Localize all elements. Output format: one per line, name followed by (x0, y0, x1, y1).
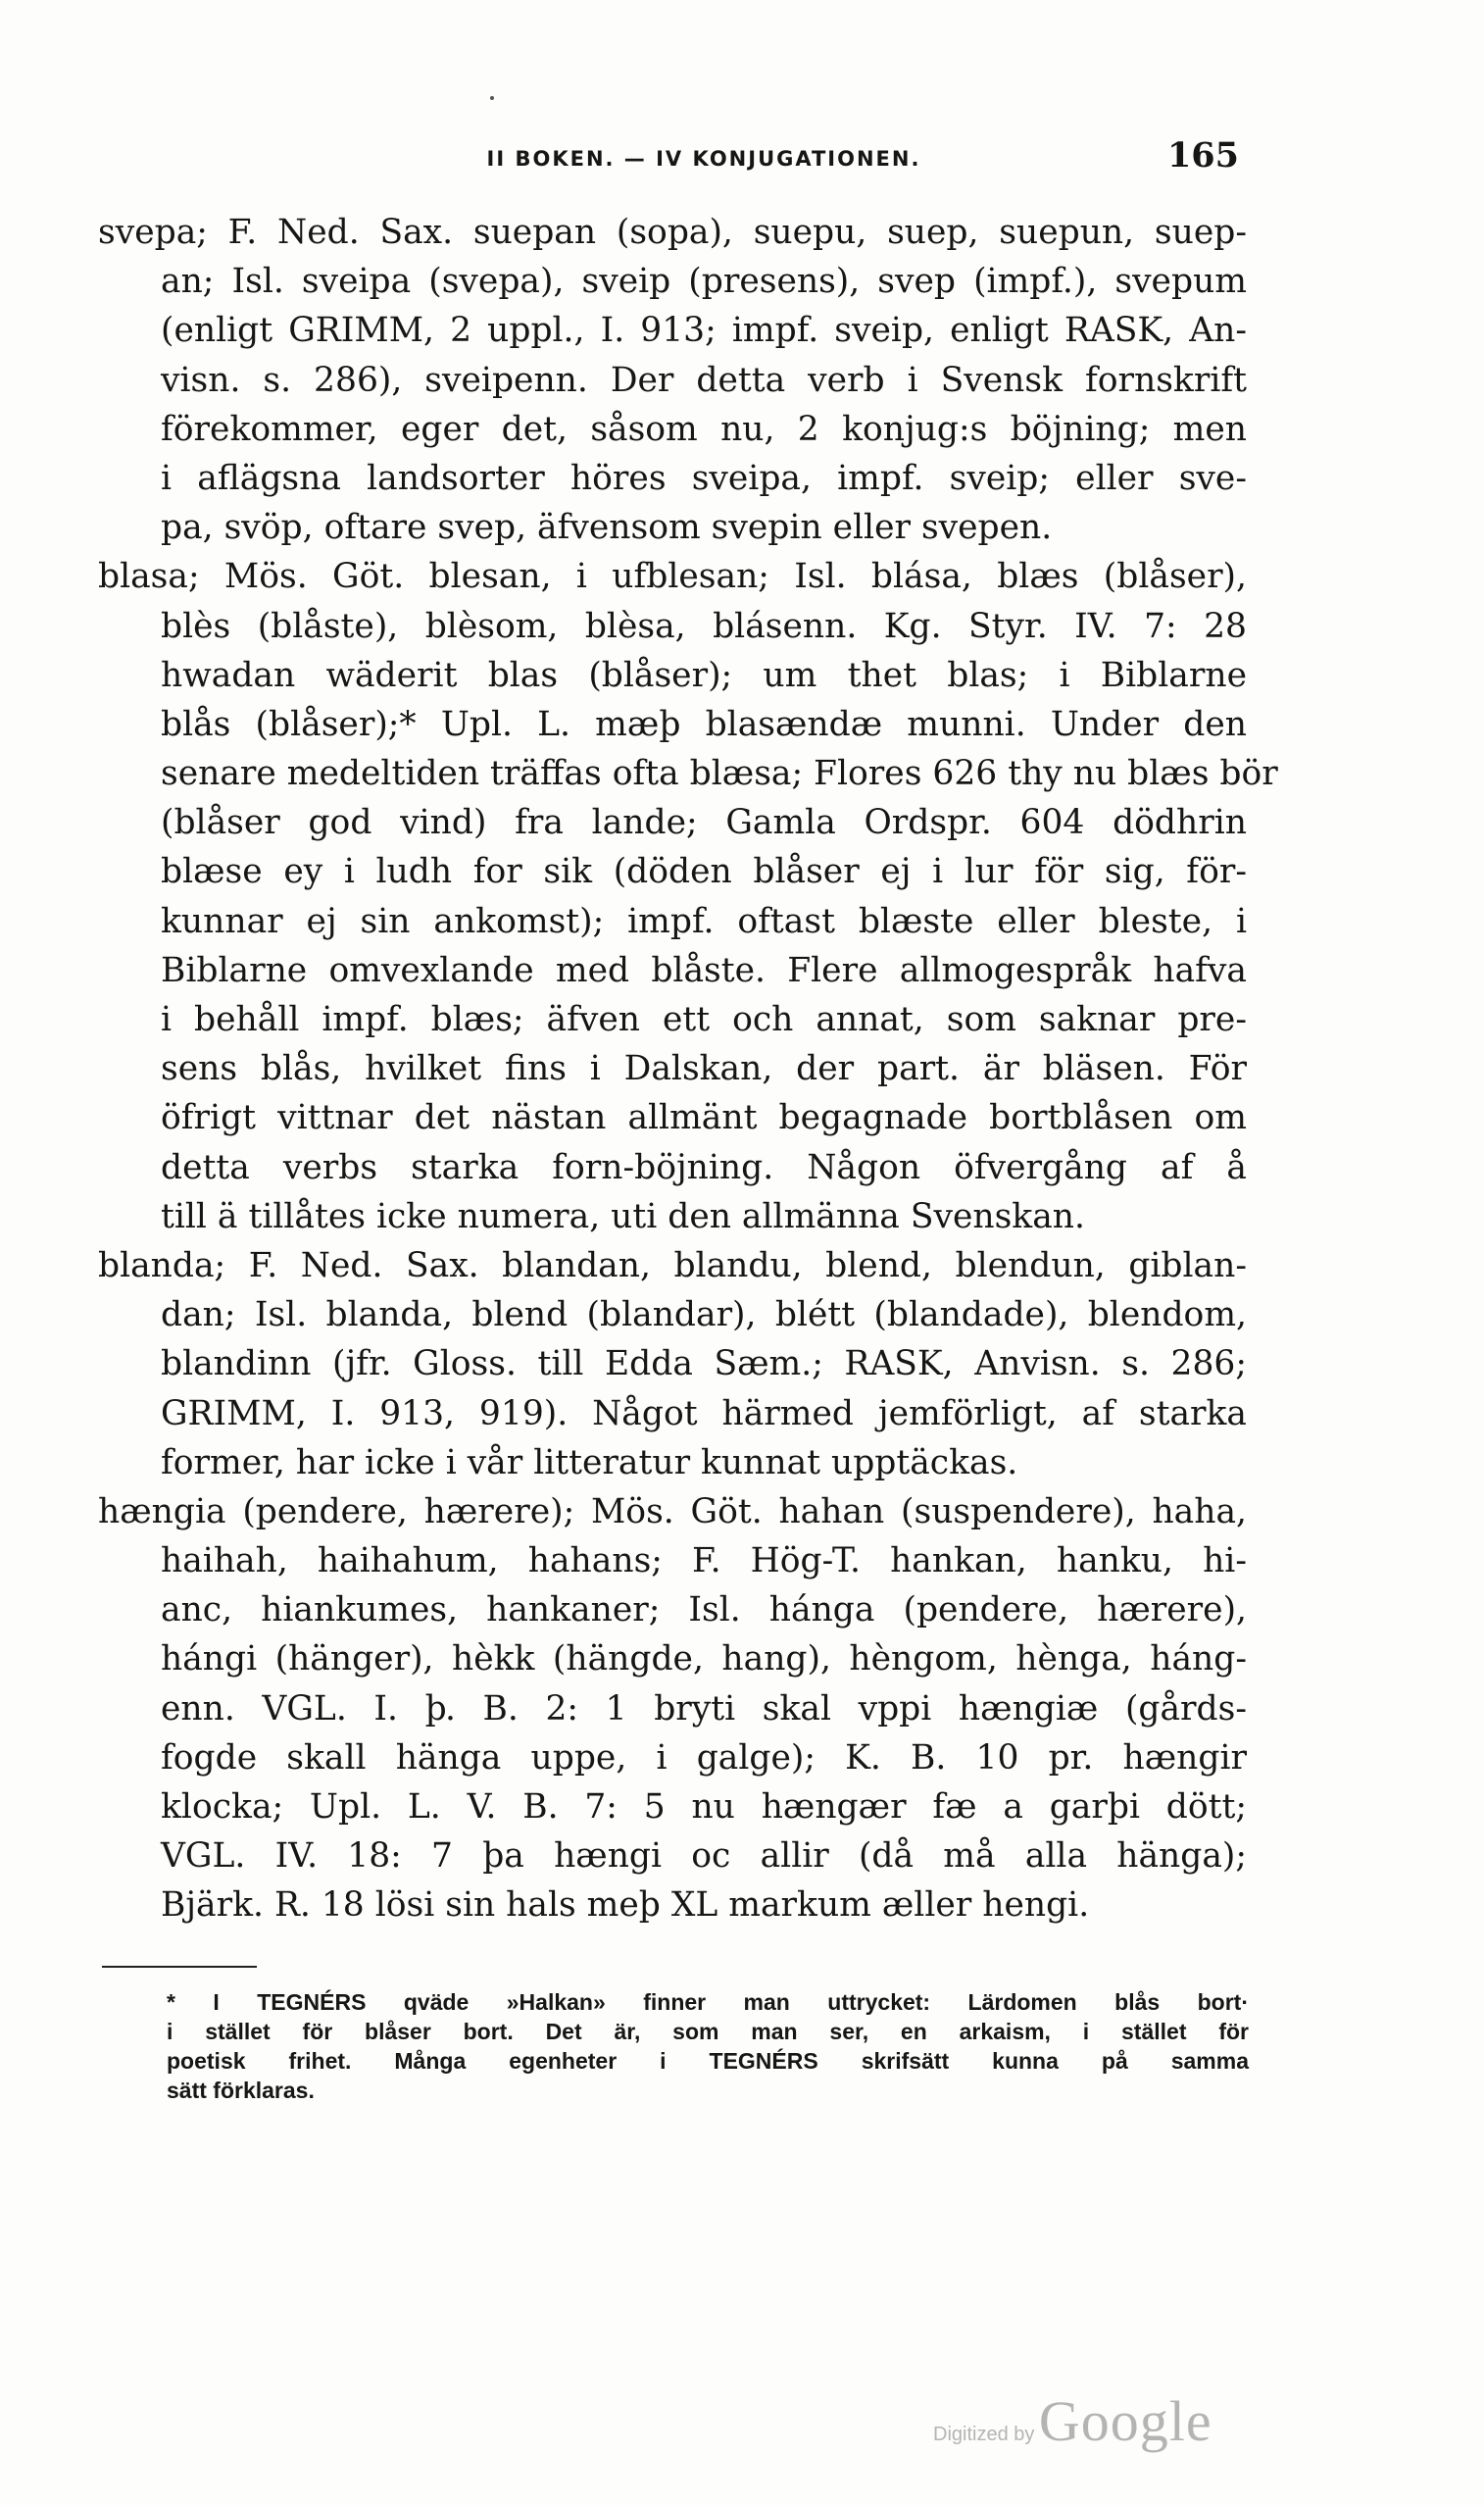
body-line: pa, svöp, oftare svep, äfvensom svepin eller svepen. (161, 508, 1053, 548)
running-head: II BOKEN. — IV KONJUGATIONEN. (486, 147, 921, 171)
body-line: förekommer, eger det, såsom nu, 2 konjug:s böjning; men (161, 409, 1247, 449)
body-line: blasa; Mös. Göt. blesan, i ufblesan; Isl. blása, blæs (blåser), (98, 557, 1247, 597)
google-logo-text: Google (1038, 2389, 1212, 2453)
body-line: blanda; F. Ned. Sax. blandan, blandu, blend, blendun, giblan- (98, 1245, 1247, 1285)
body-line: i aflägsna landsorter höres sveipa, impf. sveip; eller sve- (161, 458, 1247, 498)
footnote-divider (102, 1966, 257, 1968)
body-line: sens blås, hvilket fins i Dalskan, der part. är bläsen. För (161, 1049, 1247, 1089)
footnote-line: sätt förklaras. (167, 2078, 315, 2103)
body-line: öfrigt vittnar det nästan allmänt begagnade bortblåsen om (161, 1098, 1247, 1138)
body-line: hængia (pendere, hærere); Mös. Göt. hahan (suspendere), haha, (98, 1491, 1247, 1531)
body-line: GRIMM, I. 913, 919). Något härmed jemförligt, af starka (161, 1393, 1247, 1433)
body-line: fogde skall hänga uppe, i galge); K. B. 10 pr. hængir (161, 1737, 1247, 1778)
body-line: former, har icke i vår litteratur kunnat upptäckas. (161, 1442, 1018, 1482)
body-line: blås (blåser);* Upl. L. mæþ blasændæ munni. Under den (161, 704, 1247, 744)
page-body (98, 208, 1278, 1930)
body-line: (blåser god vind) fra lande; Gamla Ordspr. 604 dödhrin (161, 803, 1247, 843)
body-line: hángi (hänger), hèkk (hängde, hang), hèngom, hènga, háng- (161, 1639, 1247, 1679)
footnote-line: * I TEGNÉRS qväde »Halkan» finner man uttrycket: Lärdomen blås bort· (167, 1989, 1249, 2015)
footnote (167, 1987, 1249, 2105)
footnote-line: poetisk frihet. Många egenheter i TEGNÉRS skrifsätt kunna på samma (167, 2048, 1249, 2074)
body-line: klocka; Upl. L. V. B. 7: 5 nu hængær fæ a garþi dött; (161, 1787, 1247, 1827)
body-line: hwadan wäderit blas (blåser); um thet blas; i Biblarne (161, 655, 1247, 695)
body-line: Biblarne omvexlande med blåste. Flere allmogespråk hafva (161, 950, 1247, 990)
body-line: visn. s. 286), sveipenn. Der detta verb i Svensk fornskrift (161, 360, 1247, 400)
speck-mark (490, 96, 494, 100)
footnote-line: i stället för blåser bort. Det är, som man ser, en arkaism, i stället för (167, 2019, 1249, 2044)
page-number: 165 (1166, 135, 1239, 175)
body-line: haihah, haihahum, hahans; F. Hög-T. hankan, hanku, hi- (161, 1541, 1247, 1581)
body-line: senare medeltiden träffas ofta blæsa; Flores 626 thy nu blæs bör (161, 754, 1278, 794)
body-line: enn. VGL. I. þ. B. 2: 1 bryti skal vppi hængiæ (gårds- (161, 1688, 1247, 1728)
body-line: Bjärk. R. 18 lösi sin hals meþ XL markum æller hengi. (161, 1885, 1090, 1926)
body-line: an; Isl. sveipa (svepa), sveip (presens), svep (impf.), svepum (161, 262, 1247, 302)
digitized-by-google-watermark (933, 2388, 1212, 2454)
body-line: blandinn (jfr. Gloss. till Edda Sæm.; RASK, Anvisn. s. 286; (161, 1344, 1247, 1384)
body-line: i behåll impf. blæs; äfven ett och annat, som saknar pre- (161, 1000, 1247, 1039)
body-line: detta verbs starka forn-böjning. Någon öfvergång af å (161, 1147, 1247, 1187)
body-line: VGL. IV. 18: 7 þa hængi oc allir (då må alla hänga); (161, 1836, 1247, 1877)
body-line: dan; Isl. blanda, blend (blandar), blétt (blandade), blendom, (161, 1295, 1247, 1335)
body-line: till ä tillåtes icke numera, uti den allmänna Svenskan. (161, 1196, 1085, 1236)
body-line: anc, hiankumes, hankaner; Isl. hánga (pendere, hærere), (161, 1590, 1247, 1630)
body-line: blæse ey i ludh for sik (döden blåser ej i lur för sig, för- (161, 852, 1247, 892)
body-line: kunnar ej sin ankomst); impf. oftast blæste eller bleste, i (161, 901, 1247, 941)
body-line: blès (blåste), blèsom, blèsa, blásenn. Kg. Styr. IV. 7: 28 (161, 606, 1247, 646)
body-line: svepa; F. Ned. Sax. suepan (sopa), suepu, suep, suepun, suep- (98, 213, 1247, 252)
watermark-digitized-text: Digitized by (933, 2424, 1035, 2445)
body-line: (enligt GRIMM, 2 uppl., I. 913; impf. sveip, enligt RASK, An- (161, 311, 1247, 351)
